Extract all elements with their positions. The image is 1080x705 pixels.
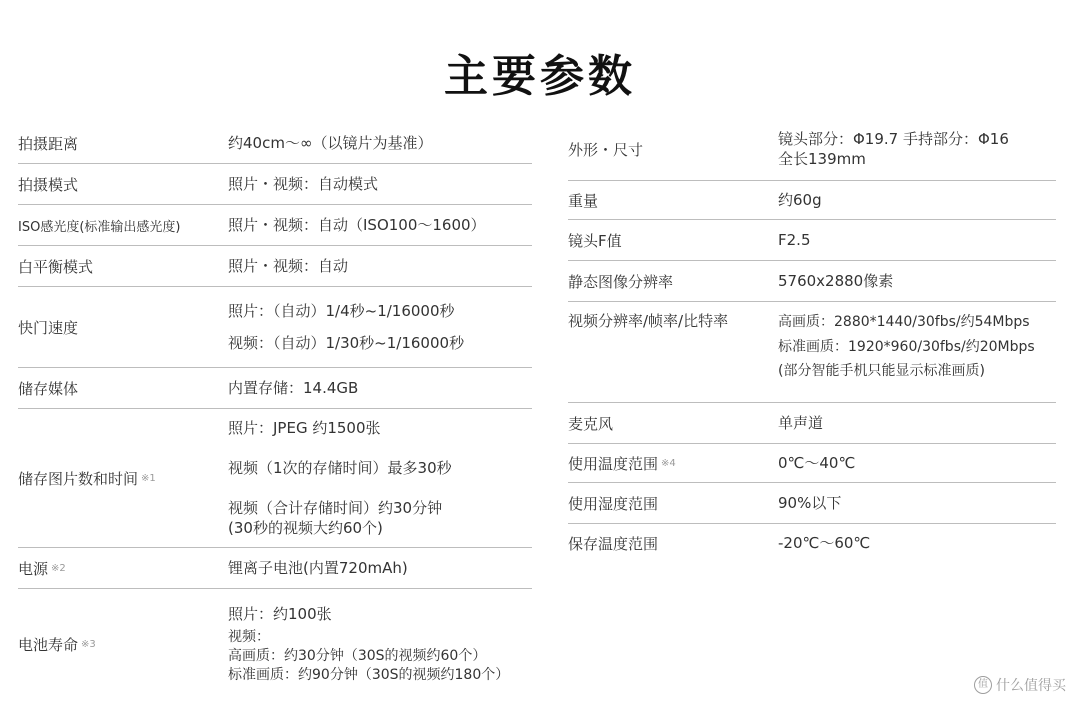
spec-label: 外形・尺寸 — [568, 140, 644, 159]
spec-value — [778, 261, 1056, 301]
spec-value-line: 约60g — [778, 190, 822, 209]
spec-row — [18, 409, 532, 548]
spec-row — [18, 205, 532, 246]
spec-value — [778, 181, 1056, 219]
spec-row — [18, 287, 532, 368]
watermark — [974, 675, 1066, 695]
spec-label: ISO感光度(标准输出感光度) — [18, 219, 181, 235]
spec-value-line: -20℃～60℃ — [778, 533, 871, 552]
spec-value-line: F2.5 — [778, 230, 811, 249]
spec-value — [778, 302, 1056, 384]
spec-label-text: 电源 — [18, 559, 49, 578]
spec-value-line: 标准画质：1920*960/30fbs/约20Mbps — [778, 338, 1035, 355]
spec-value — [228, 409, 532, 547]
spec-row — [18, 123, 532, 164]
spec-value-line: 5760x2880像素 — [778, 271, 894, 290]
spec-value — [228, 246, 532, 286]
spec-row — [18, 368, 532, 409]
spec-value-line: 0℃～40℃ — [778, 453, 856, 472]
spec-value-line: 全长139mm — [778, 150, 866, 168]
spec-label: 使用湿度范围 — [568, 494, 659, 513]
spec-row — [568, 524, 1056, 562]
spec-row — [568, 302, 1056, 403]
spec-value-line: (30秒的视频大约60个) — [228, 519, 383, 538]
spec-value — [778, 403, 1056, 443]
spec-row — [568, 403, 1056, 444]
spec-value-line: (部分智能手机只能显示标准画质) — [778, 363, 985, 379]
spec-value-line: 视频（合计存储时间）约30分钟 — [228, 499, 443, 517]
spec-value — [228, 548, 532, 588]
spec-value — [778, 444, 1056, 482]
spec-value-line: 照片・视频：自动模式 — [228, 174, 379, 193]
spec-value — [228, 123, 532, 163]
spec-label: 白平衡模式 — [18, 257, 94, 276]
brand-logo-icon: 值 — [974, 676, 992, 694]
spec-row — [18, 589, 532, 699]
spec-label: 快门速度 — [18, 318, 79, 337]
spec-label — [568, 444, 778, 482]
footnote-mark: ※3 — [81, 638, 96, 650]
spec-value-line: 单声道 — [778, 413, 824, 432]
spec-row — [568, 220, 1056, 261]
spec-label: 麦克风 — [568, 414, 614, 433]
spec-value — [778, 220, 1056, 260]
spec-label: 视频分辨率/帧率/比特率 — [568, 312, 729, 330]
spec-value-line: 90%以下 — [778, 493, 842, 512]
spec-value — [778, 483, 1056, 523]
spec-value — [228, 368, 532, 408]
spec-value-line: 视频（1次的存储时间）最多30秒 — [228, 458, 452, 477]
footnote-mark: ※2 — [51, 562, 66, 574]
spec-value-line: 锂离子电池(内置720mAh) — [228, 558, 408, 577]
spec-row — [18, 246, 532, 287]
spec-label: 镜头F值 — [568, 231, 622, 250]
spec-value — [228, 205, 532, 245]
spec-value — [228, 287, 532, 367]
spec-value-line: 高画质：2880*1440/30fbs/约54Mbps — [778, 314, 1030, 330]
spec-table-left — [18, 123, 532, 699]
spec-row — [568, 483, 1056, 524]
page-title: 主要参数 — [444, 51, 636, 102]
spec-value-line: 镜头部分：Φ19.7 手持部分：Φ16 — [778, 129, 1009, 148]
spec-label-text: 储存图片数和时间 — [18, 469, 139, 488]
footnote-mark: ※1 — [141, 472, 156, 484]
spec-label: 保存温度范围 — [568, 534, 659, 553]
spec-value — [228, 164, 532, 204]
spec-value-line: 照片・视频：自动（ISO100～1600） — [228, 215, 486, 234]
watermark-text: 什么值得买 — [996, 678, 1066, 694]
spec-row — [568, 444, 1056, 483]
spec-row — [568, 181, 1056, 220]
spec-value-line: 照片：约100张 — [228, 604, 332, 623]
spec-label: 重量 — [568, 191, 599, 210]
spec-row — [18, 548, 532, 589]
spec-label — [18, 409, 228, 547]
spec-label-text: 电池寿命 — [18, 635, 79, 654]
spec-label — [18, 548, 228, 588]
spec-value-line: 内置存储：14.4GB — [228, 378, 359, 397]
spec-table-right — [568, 118, 1056, 562]
spec-value-line: 照片：JPEG 约1500张 — [228, 418, 381, 437]
spec-value-line: 标准画质：约90分钟（30S的视频约180个） — [228, 666, 510, 683]
footnote-mark: ※4 — [661, 457, 676, 469]
spec-label: 储存媒体 — [18, 379, 79, 398]
spec-value — [778, 118, 1056, 180]
spec-value-line: 高画质：约30分钟（30S的视频约60个） — [228, 647, 487, 664]
spec-value-line: 照片・视频：自动 — [228, 256, 349, 275]
spec-label: 静态图像分辨率 — [568, 272, 674, 291]
spec-value — [228, 589, 532, 699]
spec-row — [568, 261, 1056, 302]
spec-value — [778, 524, 1056, 562]
spec-row — [18, 164, 532, 205]
spec-value-line: 照片：（自动）1/4秒~1/16000秒 — [228, 301, 455, 320]
spec-value-line: 约40cm～∞（以镜片为基准） — [228, 133, 433, 152]
spec-label-text: 使用温度范围 — [568, 454, 659, 473]
spec-row — [568, 118, 1056, 181]
spec-label: 拍摄距离 — [18, 134, 79, 153]
spec-label — [18, 589, 228, 699]
spec-label: 拍摄模式 — [18, 175, 79, 194]
spec-value-line: 视频： — [228, 628, 270, 645]
spec-value-line: 视频：（自动）1/30秒~1/16000秒 — [228, 334, 465, 352]
